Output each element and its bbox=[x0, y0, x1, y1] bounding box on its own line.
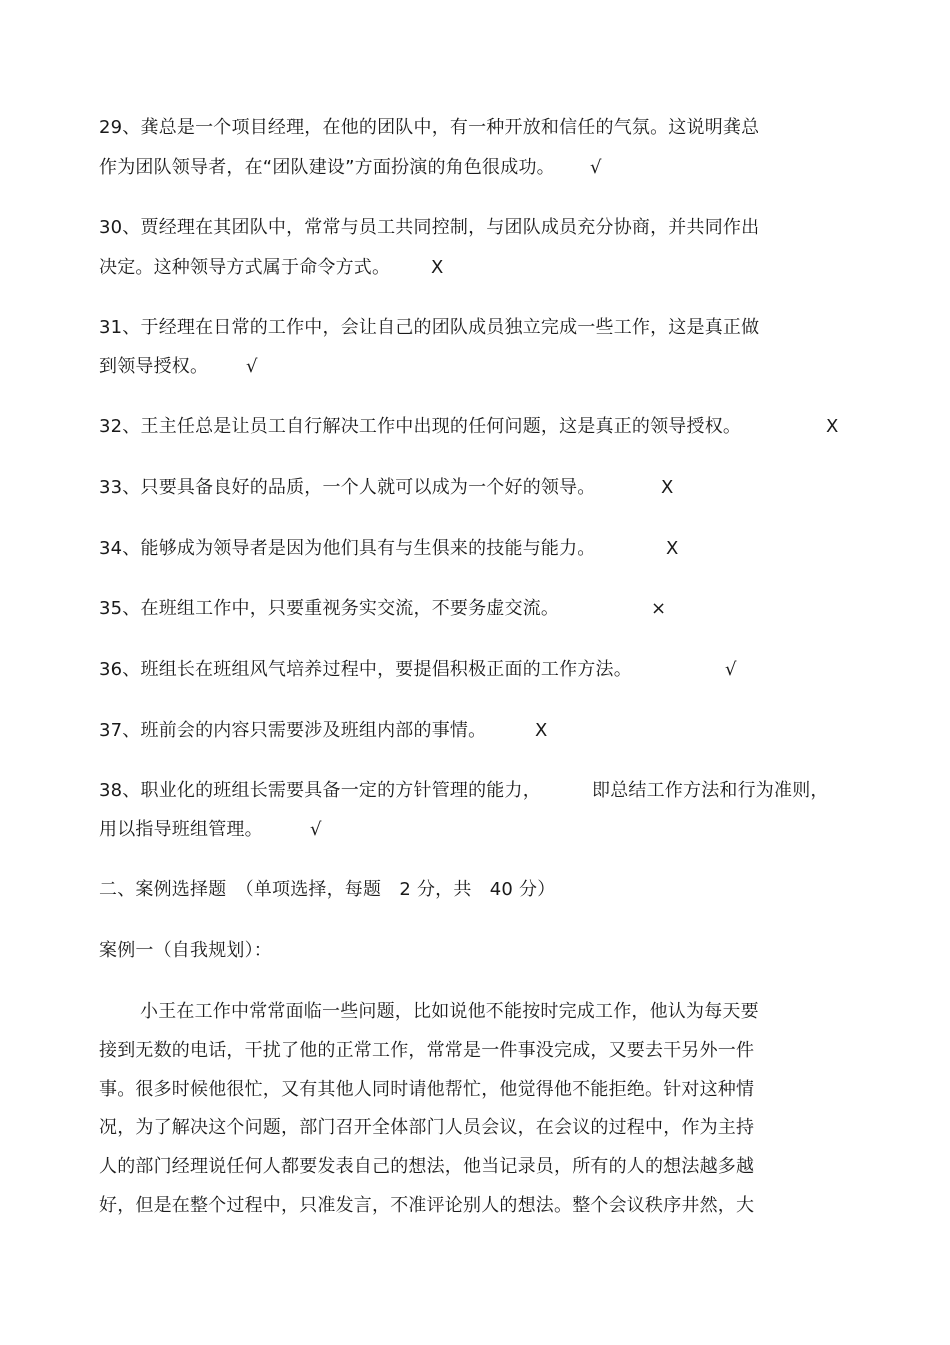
case-paragraph-line-2: 接到无数的电话，干扰了他的正常工作，常常是一件事没完成，又要去干另外一件 bbox=[99, 1040, 755, 1061]
case-title: 案例一（自我规划）： bbox=[99, 940, 272, 961]
answer-mark-32: X bbox=[826, 416, 839, 437]
question-30-line-2: 决定。这种领导方式属于命令方式。 bbox=[99, 257, 391, 278]
section-title: 二、案例选择题 （单项选择，每题 2 分，共 40 分） bbox=[99, 879, 556, 900]
question-38-line-1b: 即总结工作方法和行为准则， bbox=[592, 780, 829, 801]
answer-mark-30: X bbox=[431, 257, 444, 278]
answer-mark-37: X bbox=[535, 720, 548, 741]
question-35: 35、在班组工作中，只要重视务实交流，不要务虚交流。 bbox=[99, 598, 560, 619]
case-paragraph-line-3: 事。很多时候他很忙，又有其他人同时请他帮忙，他觉得他不能拒绝。针对这种情 bbox=[99, 1079, 755, 1100]
answer-mark-35: × bbox=[651, 598, 667, 619]
answer-mark-33: X bbox=[661, 477, 674, 498]
case-paragraph-line-5: 人的部门经理说任何人都要发表自己的想法，他当记录员，所有的人的想法越多越 bbox=[99, 1156, 755, 1177]
answer-mark-34: X bbox=[666, 538, 679, 559]
question-29-line-2: 作为团队领导者，在“团队建设”方面扮演的角色很成功。 bbox=[99, 157, 555, 178]
question-38-line-2: 用以指导班组管理。 bbox=[99, 819, 263, 840]
answer-mark-31: √ bbox=[246, 356, 258, 377]
question-29-line-1: 29、龚总是一个项目经理，在他的团队中，有一种开放和信任的气氛。这说明龚总 bbox=[99, 117, 760, 138]
question-38-line-1a: 38、职业化的班组长需要具备一定的方针管理的能力， bbox=[99, 780, 541, 801]
question-32: 32、王主任总是让员工自行解决工作中出现的任何问题，这是真正的领导授权。 bbox=[99, 416, 742, 437]
question-33: 33、只要具备良好的品质，一个人就可以成为一个好的领导。 bbox=[99, 477, 596, 498]
case-paragraph-line-1: 小王在工作中常常面临一些问题，比如说他不能按时完成工作，他认为每天要 bbox=[140, 1001, 759, 1022]
case-paragraph-line-4: 况，为了解决这个问题，部门召开全体部门人员会议，在会议的过程中，作为主持 bbox=[99, 1117, 755, 1138]
question-36: 36、班组长在班组风气培养过程中，要提倡积极正面的工作方法。 bbox=[99, 659, 632, 680]
answer-mark-38: √ bbox=[310, 819, 322, 840]
question-30-line-1: 30、贾经理在其团队中，常常与员工共同控制，与团队成员充分协商，并共同作出 bbox=[99, 217, 760, 238]
answer-mark-29: √ bbox=[590, 157, 602, 178]
case-paragraph-line-6: 好，但是在整个过程中，只准发言，不准评论别人的想法。整个会议秩序井然，大 bbox=[99, 1195, 755, 1216]
answer-mark-36: √ bbox=[725, 659, 737, 680]
question-31-line-1: 31、于经理在日常的工作中，会让自己的团队成员独立完成一些工作，这是真正做 bbox=[99, 317, 760, 338]
question-31-line-2: 到领导授权。 bbox=[99, 356, 209, 377]
question-37: 37、班前会的内容只需要涉及班组内部的事情。 bbox=[99, 720, 487, 741]
question-34: 34、能够成为领导者是因为他们具有与生俱来的技能与能力。 bbox=[99, 538, 596, 559]
